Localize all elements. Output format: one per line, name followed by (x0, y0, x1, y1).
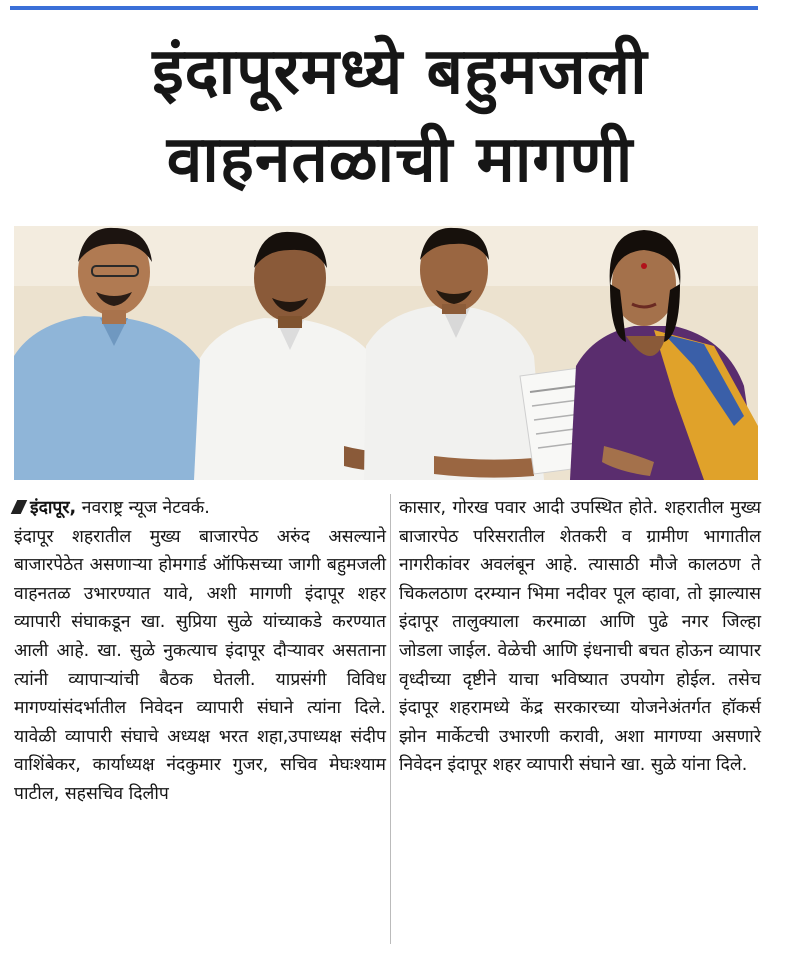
headline-line-1: इंदापूरमध्ये बहुमजली (152, 35, 648, 109)
column-divider (390, 494, 391, 944)
dateline-source: नवराष्ट्र न्यूज नेटवर्क. (76, 498, 210, 518)
dateline-marker-icon (11, 500, 28, 514)
article-body-left: इंदापूर शहरातील मुख्य बाजारपेठ अरुंद असल्याने बाजारपेठेत असणाऱ्या होमगार्ड ऑफिसच्या जागी बहुमजली वाहनतळ उभारण्यात यावे, अशी मागणी इंदापूर शहर व्यापारी संघाकडून खा. सुप्रिया सुळे यांच्याकडे करण्यात आली आहे. खा. सुळे नुकत्याच इंदापूर दौऱ्यावर असताना त्यांनी व्यापाऱ्यांची बैठक घेतली. याप्रसंगी विविध मागण्यांसंदर्भातील निवेदन व्यापारी संघाने त्यांना दिले. यावेळी व्यापारी संघाचे अध्यक्ष भरत शहा,उपाध्यक्ष संदीप वाशिंबेकर, कार्याध्यक्ष नंदकुमार गुजर, सचिव मेघःश्याम पाटील, सहसचिव दिलीप (14, 526, 386, 804)
article-body-right: कासार, गोरख पवार आदी उपस्थित होते. शहरातील मुख्य बाजारपेठ परिसरातील शेतकरी व ग्रामीण भागातील नागरीकांवर अवलंबून आहे. त्यासाठी मौजे कालठण ते चिकलठाण दरम्यान भिमा नदीवर पूल व्हावा, तो झाल्यास इंदापूर तालुक्याला करमाळा आणि पुढे नगर जिल्हा जोडला जाईल. वेळेची आणि इंधनाची बचत होऊन व्यापार वृध्दीच्या दृष्टीने याचा भविष्यात उपयोग होईल. तसेच इंदापूर शहरामध्ये केंद्र सरकारच्या योजनेअंतर्गत हॉकर्स झोन मार्केटची उभारणी करावी, अशा मागण्या असणारे निवेदन इंदापूर शहर व्यापारी संघाने खा. सुळे यांना दिले. (399, 498, 761, 776)
news-photo (14, 226, 758, 480)
article-column-left (14, 494, 386, 809)
article-column-right (399, 494, 761, 780)
dateline (14, 494, 386, 523)
headline-line-2: वाहनतळाची मागणी (166, 123, 634, 197)
top-rule (10, 6, 758, 10)
dateline-place: इंदापूर, (30, 498, 77, 518)
